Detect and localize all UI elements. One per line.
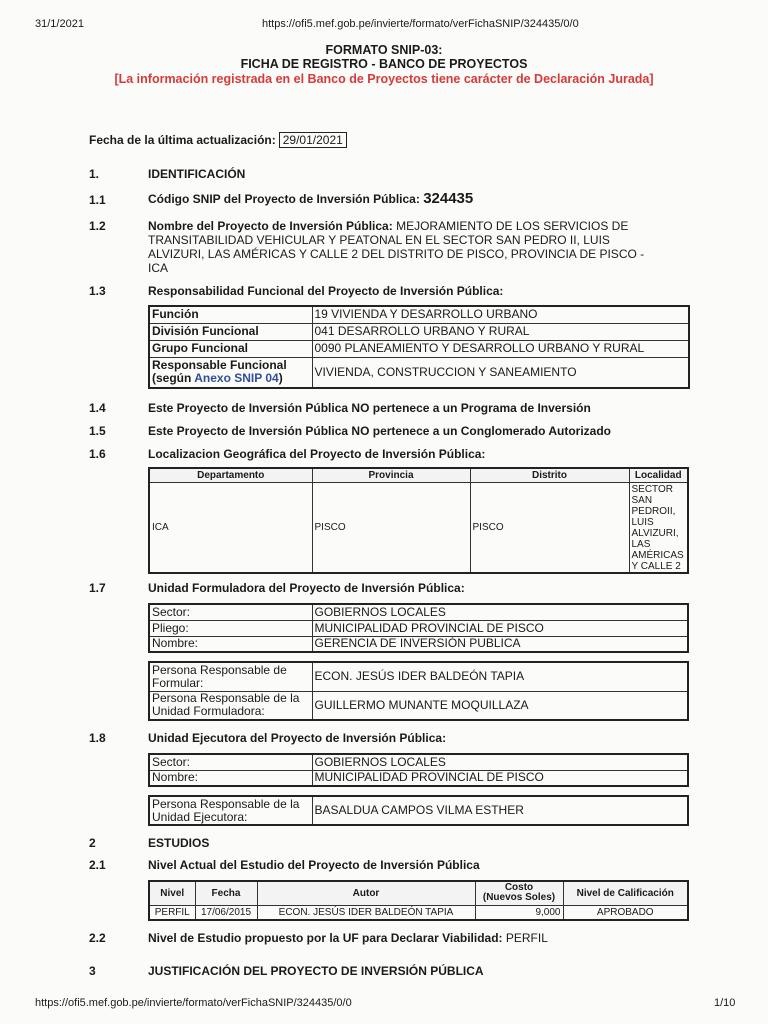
section-1-8-num: 1.8 [89, 731, 106, 745]
division-value: 041 DESARROLLO URBANO Y RURAL [312, 323, 689, 340]
section-1-3-title: Responsabilidad Funcional del Proyecto de Inversión Pública: [148, 284, 504, 298]
print-date: 31/1/2021 [35, 18, 84, 30]
section-3-title: JUSTIFICACIÓN DEL PROYECTO DE INVERSIÓN PÚBLICA [148, 964, 484, 978]
section-1-7-num: 1.7 [89, 581, 106, 595]
uf-persons-table [148, 661, 689, 721]
study-nivel: PERFIL [149, 905, 195, 920]
table-row [149, 636, 688, 652]
study-autor: ECON. JESÚS IDER BALDEÓN TAPIA [257, 905, 475, 920]
responsable-funcional-value: VIVIENDA, CONSTRUCCION Y SANEAMIENTO [312, 357, 689, 388]
uf-pliego-label: Pliego: [149, 620, 312, 636]
section-1-4-text: Este Proyecto de Inversión Pública NO pertenece a un Programa de Inversión [148, 401, 591, 415]
uf-pliego-value: MUNICIPALIDAD PROVINCIAL DE PISCO [312, 620, 688, 636]
table-row [149, 754, 688, 770]
col-fecha: Fecha [195, 881, 257, 905]
col-localidad: Localidad [629, 468, 688, 483]
uf-formulador-label: Persona Responsable de Formular: [149, 662, 312, 691]
distrito-value: PISCO [470, 483, 629, 574]
departamento-value: ICA [149, 483, 312, 574]
uf-sector-value: GOBIERNOS LOCALES [312, 604, 688, 620]
table-row [149, 770, 688, 786]
snip-code-label: Código SNIP del Proyecto de Inversión Pública: [148, 192, 420, 206]
section-1-3-num: 1.3 [89, 284, 106, 298]
table-row [149, 483, 688, 574]
section-1-title: IDENTIFICACIÓN [148, 167, 246, 181]
col-autor: Autor [257, 881, 475, 905]
ue-table [148, 753, 689, 787]
division-label: División Funcional [149, 323, 312, 340]
grupo-label: Grupo Funcional [149, 340, 312, 357]
section-1-num: 1. [89, 167, 100, 181]
functional-table [148, 305, 690, 389]
table-row [149, 905, 688, 920]
uf-responsable-label: Persona Responsable de la Unidad Formuladora: [149, 691, 312, 720]
section-1-6-num: 1.6 [89, 447, 106, 461]
declaration-notice: [La información registrada en el Banco de Proyectos tiene carácter de Declaración Jurada] [114, 72, 654, 86]
table-row [149, 340, 689, 357]
proposed-level-value: PERFIL [505, 931, 548, 945]
form-subtitle: FICHA DE REGISTRO - BANCO DE PROYECTOS [240, 57, 528, 71]
project-name-label: Nombre del Proyecto de Inversión Pública: [148, 219, 393, 233]
grupo-value: 0090 PLANEAMIENTO Y DESARROLLO URBANO Y RURAL [312, 340, 689, 357]
section-1-5-num: 1.5 [89, 424, 106, 438]
proposed-level [148, 931, 548, 945]
ue-sector-value: GOBIERNOS LOCALES [312, 754, 688, 770]
section-3-num: 3 [89, 964, 96, 978]
section-2-num: 2 [89, 836, 96, 850]
anexo-snip-link[interactable]: Anexo SNIP 04 [194, 371, 279, 386]
col-calificacion: Nivel de Calificación [563, 881, 688, 905]
table-row [149, 357, 689, 388]
ue-person-table [148, 795, 689, 826]
footer-url: https://ofi5.mef.gob.pe/invierte/formato/verFichaSNIP/324435/0/0 [35, 997, 352, 1009]
table-row [149, 306, 689, 323]
col-provincia: Provincia [312, 468, 470, 483]
section-2-1-title: Nivel Actual del Estudio del Proyecto de Inversión Pública [148, 858, 480, 872]
table-header-row [149, 881, 688, 905]
section-1-1-num: 1.1 [89, 193, 106, 207]
ue-responsable-value: BASALDUA CAMPOS VILMA ESTHER [312, 796, 688, 825]
project-name-line3: ALVIZURI, LAS AMÉRICAS Y CALLE 2 DEL DISTRITO DE PISCO, PROVINCIA DE PISCO - [148, 247, 645, 261]
section-2-2-num: 2.2 [89, 931, 106, 945]
table-row [149, 662, 688, 691]
snip-code-value: 324435 [423, 190, 474, 207]
project-name-line4: ICA [148, 261, 169, 275]
col-nivel: Nivel [149, 881, 195, 905]
funcion-label: Función [149, 306, 312, 323]
study-costo: 9,000 [475, 905, 563, 920]
ue-responsable-label: Persona Responsable de la Unidad Ejecutora: [149, 796, 312, 825]
section-2-title: ESTUDIOS [148, 836, 210, 850]
uf-responsable-value: GUILLERMO MUNANTE MOQUILLAZA [312, 691, 688, 720]
project-name [148, 219, 688, 275]
table-row [149, 691, 688, 720]
proposed-level-label: Nivel de Estudio propuesto por la UF para Declarar Viabilidad: [148, 931, 503, 945]
section-1-5-text: Este Proyecto de Inversión Pública NO pertenece a un Conglomerado Autorizado [148, 424, 611, 438]
section-2-1-num: 2.1 [89, 858, 106, 872]
last-update-label: Fecha de la última actualización: [89, 133, 276, 147]
uf-nombre-value: GERENCIA DE INVERSIÓN PUBLICA [312, 636, 688, 652]
ue-nombre-value: MUNICIPALIDAD PROVINCIAL DE PISCO [312, 770, 688, 786]
table-row [149, 620, 688, 636]
section-1-6-title: Localizacion Geográfica del Proyecto de Inversión Pública: [148, 447, 486, 461]
section-1-8-title: Unidad Ejecutora del Proyecto de Inversión Pública: [148, 731, 447, 745]
form-title: FORMATO SNIP-03: [325, 43, 443, 57]
uf-nombre-label: Nombre: [149, 636, 312, 652]
uf-table [148, 603, 689, 653]
study-calificacion: APROBADO [563, 905, 688, 920]
col-distrito: Distrito [470, 468, 629, 483]
page-number: 1/10 [714, 997, 736, 1009]
table-row [149, 323, 689, 340]
uf-formulador-value: ECON. JESÚS IDER BALDEÓN TAPIA [312, 662, 688, 691]
col-costo: Costo (Nuevos Soles) [475, 881, 563, 905]
project-name-line1: MEJORAMIENTO DE LOS SERVICIOS DE [396, 219, 629, 233]
location-table [148, 467, 689, 574]
localidad-value: SECTOR SAN PEDROII, LUIS ALVIZURI, LAS AMÉRICAS Y CALLE 2 [629, 483, 688, 574]
last-update-value: 29/01/2021 [279, 132, 347, 148]
table-header-row [149, 468, 688, 483]
study-fecha: 17/06/2015 [195, 905, 257, 920]
last-update [89, 133, 347, 147]
col-departamento: Departamento [149, 468, 312, 483]
responsable-funcional-label: Responsable Funcional (según Anexo SNIP 04) [149, 357, 312, 388]
ue-sector-label: Sector: [149, 754, 312, 770]
funcion-value: 19 VIVIENDA Y DESARROLLO URBANO [312, 306, 689, 323]
section-1-7-title: Unidad Formuladora del Proyecto de Inversión Pública: [148, 581, 465, 595]
provincia-value: PISCO [312, 483, 470, 574]
section-1-4-num: 1.4 [89, 401, 106, 415]
table-row [149, 796, 688, 825]
ue-nombre-label: Nombre: [149, 770, 312, 786]
uf-sector-label: Sector: [149, 604, 312, 620]
table-row [149, 604, 688, 620]
print-url: https://ofi5.mef.gob.pe/invierte/formato/verFichaSNIP/324435/0/0 [262, 18, 579, 30]
section-1-2-num: 1.2 [89, 219, 106, 233]
study-table [148, 880, 689, 921]
snip-code [148, 190, 473, 207]
project-name-line2: TRANSITABILIDAD VEHICULAR Y PEATONAL EN EL SECTOR SAN PEDRO II, LUIS [148, 233, 610, 247]
